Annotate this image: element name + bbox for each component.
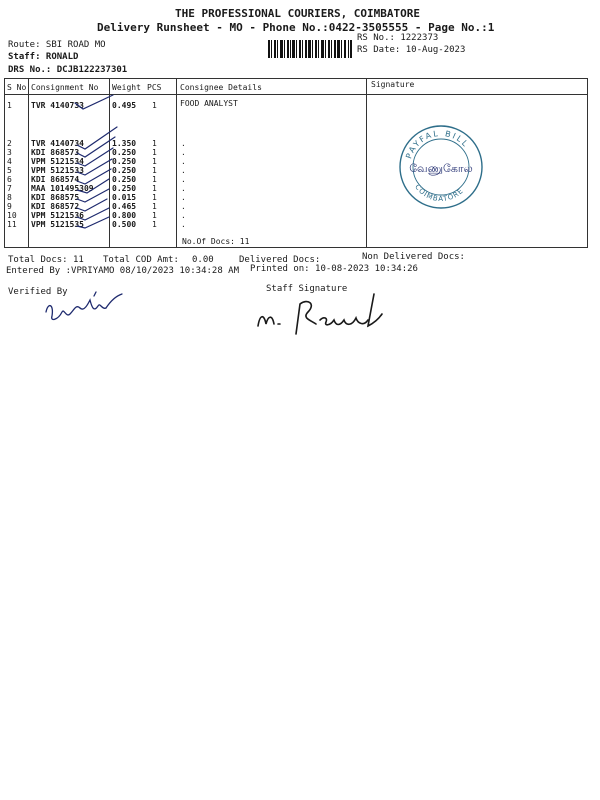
- row-consignment: VPM 5121534: [31, 157, 84, 166]
- rs-date: RS Date: 10-Aug-2023: [357, 45, 466, 55]
- table-row: [5, 220, 365, 229]
- row-details: .: [181, 166, 186, 175]
- row-sno: 2: [7, 139, 12, 148]
- row-consignment: TVR 4140733: [31, 101, 84, 110]
- delivered-docs: Delivered Docs:: [239, 255, 321, 265]
- row-weight: 1.350: [112, 139, 137, 148]
- barcode: [268, 40, 352, 58]
- table-row: [5, 193, 365, 202]
- runsheet-subtitle: Delivery Runsheet - MO - Phone No.:0422-3505555 - Page No.:1: [97, 21, 495, 34]
- table-row: [5, 211, 365, 220]
- row-sno: 1: [7, 101, 12, 110]
- row-consignment: KDI 868575: [31, 193, 80, 202]
- svg-text:PAYFAL BILL: PAYFAL BILL: [404, 128, 471, 160]
- staff-signature-label: Staff Signature: [266, 284, 348, 294]
- row-pcs: 1: [152, 202, 157, 211]
- rs-number: RS No.: 1222373: [357, 33, 439, 43]
- verified-by-label: Verified By: [8, 287, 68, 297]
- entered-by: Entered By :VPRIYAMO 08/10/2023 10:34:28 AM: [6, 266, 239, 276]
- non-delivered-docs: Non Delivered Docs:: [362, 252, 465, 262]
- staff-signature: [250, 290, 400, 340]
- row-sno: 9: [7, 202, 12, 211]
- company-title: THE PROFESSIONAL COURIERS, COIMBATORE: [175, 7, 421, 20]
- row-pcs: 1: [152, 184, 157, 193]
- row-consignment: KDI 868574: [31, 175, 80, 184]
- row-details: .: [181, 139, 186, 148]
- row-details: .: [181, 184, 186, 193]
- row-pcs: 1: [152, 139, 157, 148]
- total-cod-value: 0.00: [192, 255, 214, 265]
- table-row: [5, 157, 365, 166]
- row-sno: 7: [7, 184, 12, 193]
- row-weight: 0.800: [112, 211, 137, 220]
- no-of-docs: No.Of Docs: 11: [182, 237, 250, 246]
- row-details: .: [181, 211, 186, 220]
- row-pcs: 1: [152, 166, 157, 175]
- row-weight: 0.500: [112, 220, 137, 229]
- header-signature: Signature: [371, 80, 415, 89]
- row-details: .: [181, 193, 186, 202]
- header-pcs: PCS: [147, 83, 162, 92]
- total-cod-label: Total COD Amt:: [103, 255, 179, 265]
- staff-label: Staff: RONALD: [8, 52, 79, 62]
- row-details: .: [181, 157, 186, 166]
- row-weight: 0.250: [112, 184, 137, 193]
- row-pcs: 1: [152, 148, 157, 157]
- row-sno: 11: [7, 220, 17, 229]
- row-pcs: 1: [152, 101, 157, 110]
- route-label: Route: SBI ROAD MO: [8, 40, 106, 50]
- row-pcs: 1: [152, 211, 157, 220]
- table-row: [5, 175, 365, 184]
- header-consignment: Consignment No: [31, 83, 99, 92]
- row-sno: 3: [7, 148, 12, 157]
- drs-number: DRS No.: DCJB122237301: [8, 65, 128, 75]
- row-pcs: 1: [152, 193, 157, 202]
- printed-on: Printed on: 10-08-2023 10:34:26: [250, 264, 418, 274]
- header-consignee: Consignee Details: [180, 83, 262, 92]
- header-weight: Weight: [112, 83, 141, 92]
- svg-text:COIMBATORE: COIMBATORE: [413, 183, 466, 204]
- row-pcs: 1: [152, 175, 157, 184]
- row-consignment: VPM 5121535: [31, 220, 84, 229]
- row-sno: 4: [7, 157, 12, 166]
- total-docs-label: Total Docs:: [8, 255, 68, 265]
- row-details: .: [181, 175, 186, 184]
- row-sno: 10: [7, 211, 17, 220]
- total-docs-value: 11: [73, 255, 84, 265]
- row-details: .: [181, 220, 186, 229]
- row-details: FOOD ANALYST: [180, 99, 238, 108]
- row-consignment: VPM 5121536: [31, 211, 84, 220]
- row-sno: 8: [7, 193, 12, 202]
- row-weight: 0.250: [112, 157, 137, 166]
- row-details: .: [181, 148, 186, 157]
- row-weight: 0.250: [112, 148, 137, 157]
- verified-signature: [40, 282, 130, 332]
- table-row: [5, 166, 365, 175]
- handwritten-tick-marks: [65, 93, 135, 233]
- row-weight: 0.250: [112, 175, 137, 184]
- row-details: .: [181, 202, 186, 211]
- svg-text:வேணுகோல: வேணுகோல: [409, 162, 473, 175]
- row-weight: 0.465: [112, 202, 137, 211]
- table-row: [5, 139, 365, 148]
- row-consignment: TVR 4140734: [31, 139, 84, 148]
- row-consignment: KDI 868572: [31, 202, 80, 211]
- row-sno: 5: [7, 166, 12, 175]
- table-row: [5, 184, 365, 193]
- row-consignment: VPM 5121533: [31, 166, 84, 175]
- office-seal-stamp: [396, 122, 486, 212]
- row-weight: 0.495: [112, 101, 137, 110]
- table-row: [5, 101, 365, 110]
- row-pcs: 1: [152, 220, 157, 229]
- header-sno: S No: [7, 83, 27, 92]
- row-sno: 6: [7, 175, 12, 184]
- row-consignment: MAA 101495309: [31, 184, 94, 193]
- row-weight: 0.250: [112, 166, 137, 175]
- row-weight: 0.015: [112, 193, 137, 202]
- table-row: [5, 148, 365, 157]
- runsheet-table: [4, 78, 588, 248]
- row-consignment: KDI 868573: [31, 148, 80, 157]
- row-pcs: 1: [152, 157, 157, 166]
- table-row: [5, 202, 365, 211]
